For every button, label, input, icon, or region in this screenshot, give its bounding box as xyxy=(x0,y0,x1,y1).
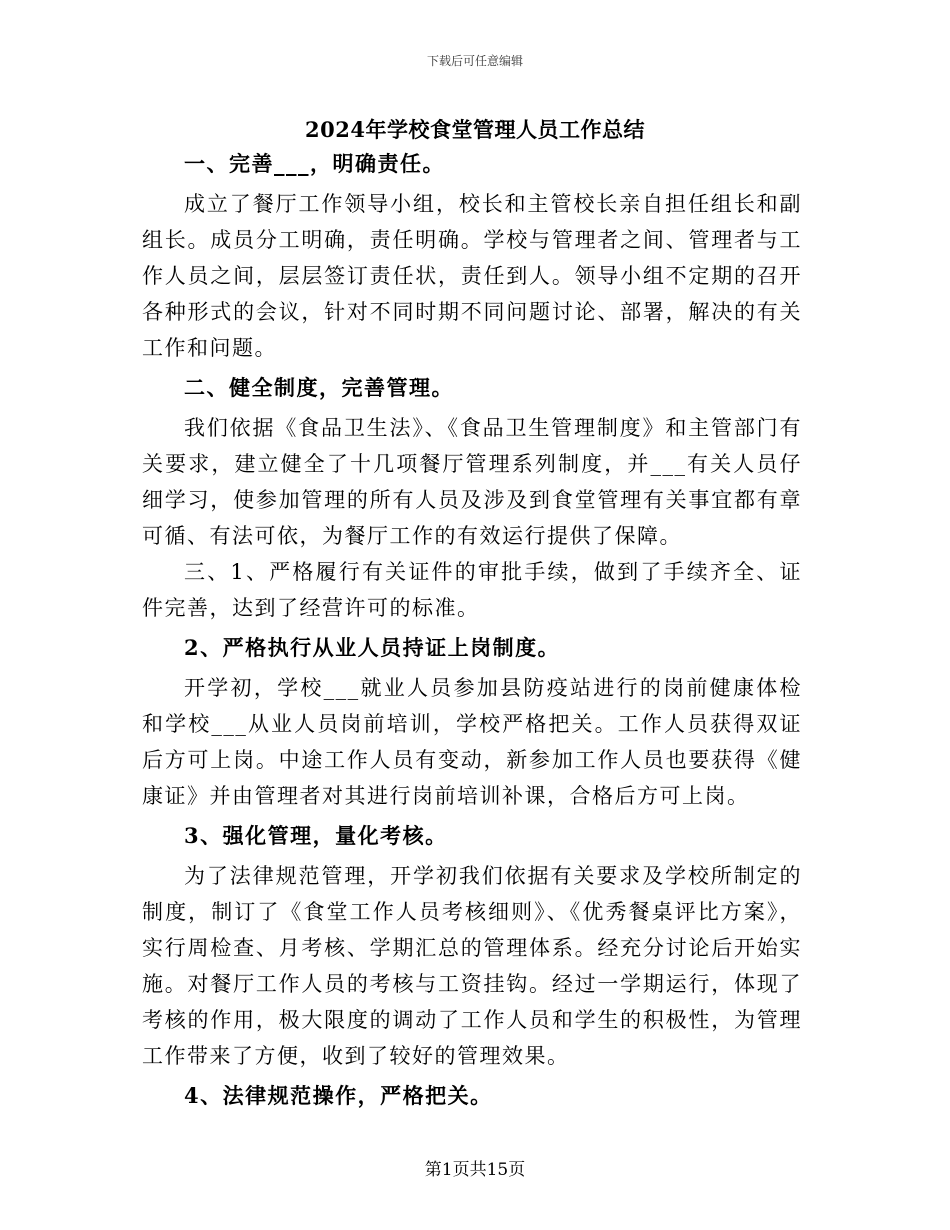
body-paragraph: 开学初，学校___就业人员参加县防疫站进行的岗前健康体检和学校___从业人员岗前培训，学校严格把关。工作人员获得双证后方可上岗。中途工作人员有变动，新参加工作人员也要获得《健康证》并由管理者对其进行岗前培训补课，合格后方可上岗。 xyxy=(142,676,802,808)
section-heading: 3、强化管理，量化考核。 xyxy=(184,823,448,848)
page-footer: 第1页共15页 xyxy=(424,1160,526,1180)
body-paragraph: 我们依据《食品卫生法》、《食品卫生管理制度》和主管部门有关要求，建立健全了十几项餐厅管理系列制度，并___有关人员仔细学习，使参加管理的所有人员及涉及到食堂管理有关事宜都有章可循、有法可依，为餐厅工作的有效运行提供了保障。 xyxy=(142,416,802,548)
body-paragraph: 成立了餐厅工作领导小组，校长和主管校长亲自担任组长和副组长。成员分工明确，责任明确。学校与管理者之间、管理者与工作人员之间，层层签订责任状，责任到人。领导小组不定期的召开各种形式的会议，针对不同时期不同问题讨论、部署，解决的有关工作和问题。 xyxy=(142,192,802,360)
section-heading: 二、健全制度，完善管理。 xyxy=(184,375,454,400)
document-title: 2024年学校食堂管理人员工作总结 xyxy=(305,117,645,142)
section-heading: 一、完善___，明确责任。 xyxy=(184,151,445,176)
section-heading: 4、法律规范操作，严格把关。 xyxy=(184,1083,493,1108)
body-paragraph: 为了法律规范管理，开学初我们依据有关要求及学校所制定的制度，制订了《食堂工作人员考核细则》、《优秀餐桌评比方案》，实行周检查、月考核、学期汇总的管理体系。经充分讨论后开始实施。对餐厅工作人员的考核与工资挂钩。经过一学期运行，体现了考核的作用，极大限度的调动了工作人员和学生的积极性，为管理工作带来了方便，收到了较好的管理效果。 xyxy=(142,864,802,1068)
document-body xyxy=(142,146,802,1118)
body-paragraph: 三、1、严格履行有关证件的审批手续，做到了手续齐全、证件完善，达到了经营许可的标准。 xyxy=(142,560,802,620)
header-note: 下载后可任意编辑 xyxy=(426,54,523,68)
section-heading: 2、严格执行从业人员持证上岗制度。 xyxy=(184,635,561,660)
